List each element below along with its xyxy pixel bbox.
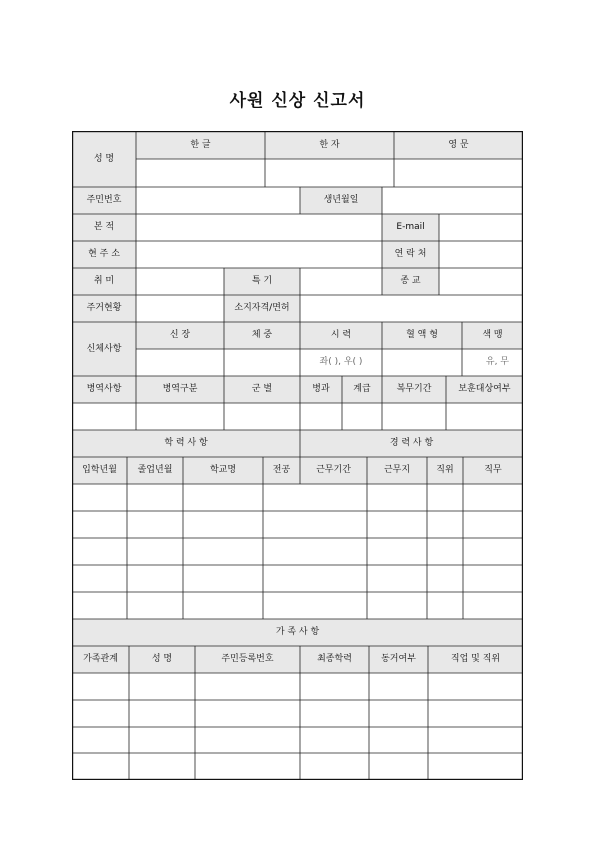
- label-address: 현 주 소: [88, 249, 120, 259]
- field-service-period[interactable]: [382, 403, 446, 430]
- header-relation: 가족관계: [83, 654, 118, 664]
- header-duty: 직무: [484, 465, 502, 475]
- family-rows[interactable]: [72, 673, 523, 780]
- field-weight[interactable]: [224, 349, 300, 376]
- label-body: 신체사항: [86, 343, 122, 354]
- label-religion: 종 교: [400, 276, 421, 286]
- header-blood: 혈 액 형: [406, 330, 438, 340]
- header-branch: 군 별: [251, 384, 273, 394]
- field-religion[interactable]: [439, 268, 523, 295]
- label-rrn: 주민번호: [86, 195, 122, 205]
- header-admission: 입학년월: [82, 465, 117, 475]
- section-education: 학 력 사 항: [164, 438, 208, 448]
- field-rank[interactable]: [342, 403, 382, 430]
- field-address[interactable]: [136, 241, 382, 268]
- label-domicile: 본 적: [93, 222, 115, 232]
- field-hobby[interactable]: [136, 268, 224, 295]
- header-graduation: 졸업년월: [137, 465, 173, 475]
- header-workplace: 근무지: [383, 465, 411, 475]
- field-military-type[interactable]: [136, 403, 224, 430]
- field-rrn[interactable]: [136, 187, 300, 214]
- field-skill[interactable]: [300, 268, 382, 295]
- field-license[interactable]: [300, 295, 523, 322]
- header-rank: 계급: [353, 384, 371, 394]
- field-name-hanja[interactable]: [265, 159, 394, 187]
- label-name: 성 명: [93, 153, 115, 164]
- label-contact: 연 락 처: [394, 249, 427, 259]
- label-email: E-mail: [396, 222, 425, 232]
- header-major: 전공: [272, 465, 291, 475]
- header-family-rrn: 주민등록번호: [221, 654, 274, 664]
- header-arm: 병과: [312, 384, 330, 394]
- field-contact[interactable]: [439, 241, 523, 268]
- field-domicile[interactable]: [136, 214, 382, 241]
- field-email[interactable]: [439, 214, 523, 241]
- employee-form: [72, 131, 523, 780]
- section-family: 가 족 사 항: [275, 627, 320, 637]
- header-english: 영 문: [448, 139, 469, 150]
- header-height: 신 장: [169, 330, 191, 340]
- header-education-level: 최종학력: [317, 654, 352, 664]
- field-veteran[interactable]: [446, 403, 523, 430]
- header-service-period: 복무기간: [396, 384, 432, 394]
- field-name-hangul[interactable]: [136, 159, 265, 187]
- header-school: 학교명: [209, 465, 237, 475]
- field-blood[interactable]: [382, 349, 462, 376]
- field-housing[interactable]: [136, 295, 224, 322]
- field-colorblind[interactable]: 유, 무: [485, 357, 509, 367]
- header-work-period: 근무기간: [316, 465, 351, 475]
- field-vision[interactable]: 좌( ), 우( ): [319, 357, 363, 367]
- header-cohabit: 동거여부: [381, 654, 416, 664]
- header-hanja: 한 자: [319, 139, 340, 150]
- label-skill: 특 기: [251, 276, 273, 286]
- label-birth: 생년월일: [323, 195, 359, 205]
- field-height[interactable]: [136, 349, 224, 376]
- label-military: 병역사항: [86, 384, 122, 394]
- header-hangul: 한 글: [190, 139, 211, 150]
- header-weight: 체 중: [251, 330, 273, 340]
- label-hobby: 취 미: [93, 276, 115, 286]
- education-career-rows[interactable]: [72, 484, 523, 619]
- field-name-english[interactable]: [394, 159, 523, 187]
- header-colorblind: 색 맹: [482, 330, 503, 340]
- header-military-type: 병역구분: [162, 384, 198, 394]
- field-branch[interactable]: [224, 403, 300, 430]
- header-position: 직위: [436, 465, 454, 475]
- field-birth[interactable]: [382, 187, 523, 214]
- field-military-blank[interactable]: [72, 403, 136, 430]
- label-housing: 주거현황: [86, 303, 122, 313]
- section-career: 경 력 사 항: [389, 438, 434, 448]
- header-occupation: 직업 및 직위: [450, 654, 501, 664]
- header-family-name: 성 명: [151, 654, 173, 664]
- label-license: 소지자격/면허: [234, 303, 290, 313]
- header-veteran: 보훈대상여부: [458, 384, 511, 394]
- header-vision: 시 력: [330, 330, 352, 340]
- field-arm[interactable]: [300, 403, 342, 430]
- page-title: 사원 신상 신고서: [229, 91, 366, 111]
